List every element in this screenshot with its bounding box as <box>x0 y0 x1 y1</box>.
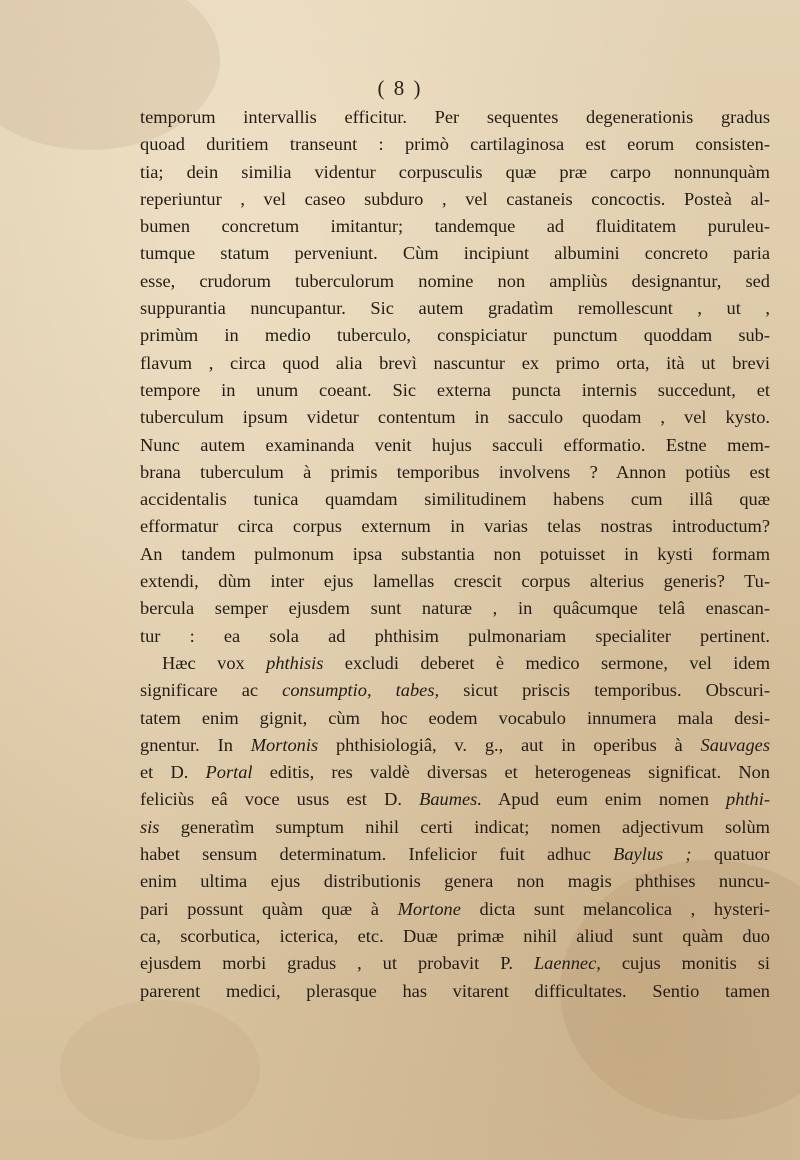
italic-text: phthi- <box>726 789 770 810</box>
text-line <box>140 623 770 650</box>
text-segment: bumen concretum imitantur; tandemque ad fluiditatem puruleu- <box>140 216 770 237</box>
text-line <box>140 868 770 895</box>
text-line <box>140 896 770 923</box>
text-segment: excludi deberet è medico sermone, vel idem <box>323 652 770 673</box>
text-line <box>140 432 770 459</box>
text-segment: enim ultima ejus distributionis genera non magis phthises nuncu- <box>140 871 770 892</box>
text-segment: habet sensum determinatum. Infelicior fuit adhuc <box>140 844 614 865</box>
text-segment: tempore in unum coeant. Sic externa puncta internis succedunt, et <box>140 379 770 400</box>
text-line <box>140 978 770 1005</box>
text-segment: temporum intervallis efficitur. Per sequentes degenerationis gradus <box>140 107 770 127</box>
text-line <box>140 513 770 540</box>
text-segment: tur : ea sola ad phthisim pulmonariam specialiter pertinent. <box>140 625 770 646</box>
text-segment: ejusdem morbi gradus , ut probavit P. <box>140 953 534 974</box>
italic-text: phthisis <box>266 652 324 673</box>
italic-text: Mortone <box>397 898 461 919</box>
text-line <box>140 677 770 704</box>
text-line <box>140 322 770 349</box>
italic-text: Baumes. <box>419 789 482 810</box>
text-line <box>140 486 770 513</box>
italic-text: Portal <box>205 762 253 783</box>
text-line <box>140 568 770 595</box>
text-line <box>140 759 770 786</box>
italic-text: Sauvages <box>700 734 770 755</box>
text-segment: cujus monitis si <box>600 953 770 974</box>
text-line <box>140 950 770 977</box>
text-segment: quoad duritiem transeunt : primò cartilaginosa est eorum consisten- <box>140 134 770 155</box>
text-line <box>140 350 770 377</box>
text-segment: sicut priscis temporibus. Obscuri- <box>439 680 770 701</box>
italic-text: sis <box>140 816 160 837</box>
text-segment: et D. <box>140 762 206 783</box>
text-segment: generatìm sumptum nihil certi indicat; nomen adjectivum solùm <box>159 816 770 837</box>
text-segment: Apud eum enim nomen <box>481 789 727 810</box>
text-line <box>140 541 770 568</box>
text-line <box>140 595 770 622</box>
text-segment: extendi, dùm inter ejus lamellas crescit corpus alterius generis? Tu- <box>140 571 770 592</box>
text-line <box>140 841 770 868</box>
body-text <box>140 104 770 1005</box>
italic-text: Baylus ; <box>613 844 692 865</box>
italic-text: Mortonis <box>250 734 319 755</box>
text-segment: parerent medici, plerasque has vitarent difficultates. Sentio tamen <box>140 980 770 1001</box>
text-segment: dicta sunt melancolica , hysteri- <box>460 898 770 919</box>
text-segment: bercula semper ejusdem sunt naturæ , in quâcumque telâ enascan- <box>140 598 770 619</box>
text-segment: quatuor <box>691 844 770 865</box>
paper-stain <box>60 1000 260 1140</box>
text-line <box>140 240 770 267</box>
text-segment: tia; dein similia videntur corpusculis quæ præ carpo nonnunquàm <box>140 161 770 182</box>
text-segment: suppurantia nuncupantur. Sic autem gradatìm remollescunt , ut , <box>140 298 770 319</box>
page-number: ( 8 ) <box>377 76 423 100</box>
text-line <box>140 104 770 131</box>
text-line <box>140 295 770 322</box>
text-segment: tatem enim gignit, cùm hoc eodem vocabulo innumera mala desi- <box>140 707 770 728</box>
text-line <box>140 186 770 213</box>
text-line <box>140 732 770 759</box>
text-line <box>140 923 770 950</box>
text-segment: pari possunt quàm quæ à <box>140 898 398 919</box>
text-line <box>140 404 770 431</box>
text-line <box>140 377 770 404</box>
text-segment: phthisiologiâ, v. g., aut in operibus à <box>318 734 701 755</box>
text-line <box>140 705 770 732</box>
text-segment: An tandem pulmonum ipsa substantia non potuisset in kysti formam <box>140 543 770 564</box>
text-segment: feliciùs eâ voce usus est D. <box>140 789 420 810</box>
text-line <box>140 131 770 158</box>
text-line <box>140 213 770 240</box>
text-segment: significare ac <box>140 680 283 701</box>
text-line <box>140 159 770 186</box>
text-segment: reperiuntur , vel caseo subduro , vel castaneis concoctis. Posteà al- <box>140 188 770 209</box>
text-segment: esse, crudorum tuberculorum nomine non ampliùs designantur, sed <box>140 270 770 291</box>
text-line <box>140 814 770 841</box>
text-segment: primùm in medio tuberculo, conspiciatur punctum quoddam sub- <box>140 325 770 346</box>
text-line <box>140 268 770 295</box>
text-segment: gnentur. In <box>140 734 251 755</box>
text-line <box>140 786 770 813</box>
text-segment: flavum , circa quod alia brevì nascuntur ex primo orta, ità ut brevi <box>140 352 770 373</box>
text-segment: ca, scorbutica, icterica, etc. Duæ primæ nihil aliud sunt quàm duo <box>140 925 770 946</box>
italic-text: consumptio, tabes, <box>282 680 440 701</box>
text-segment: Nunc autem examinanda venit hujus sacculi efformatio. Estne mem- <box>140 434 770 455</box>
text-segment: accidentalis tunica quamdam similitudinem habens cum illâ quæ <box>140 489 770 510</box>
text-segment: efformatur circa corpus externum in varias telas nostras introductum? <box>140 516 770 537</box>
text-segment: tuberculum ipsum videtur contentum in sacculo quodam , vel kysto. <box>140 407 770 428</box>
text-segment: editis, res valdè diversas et heterogeneas significat. Non <box>252 762 770 783</box>
italic-text: Laennec, <box>533 953 601 974</box>
text-segment: tumque statum perveniunt. Cùm incipiunt albumini concreto paria <box>140 243 770 264</box>
text-line <box>140 650 770 677</box>
text-line <box>140 459 770 486</box>
text-segment: brana tuberculum à primis temporibus involvens ? Annon potiùs est <box>140 461 770 482</box>
text-segment: Hæc vox <box>162 652 267 673</box>
